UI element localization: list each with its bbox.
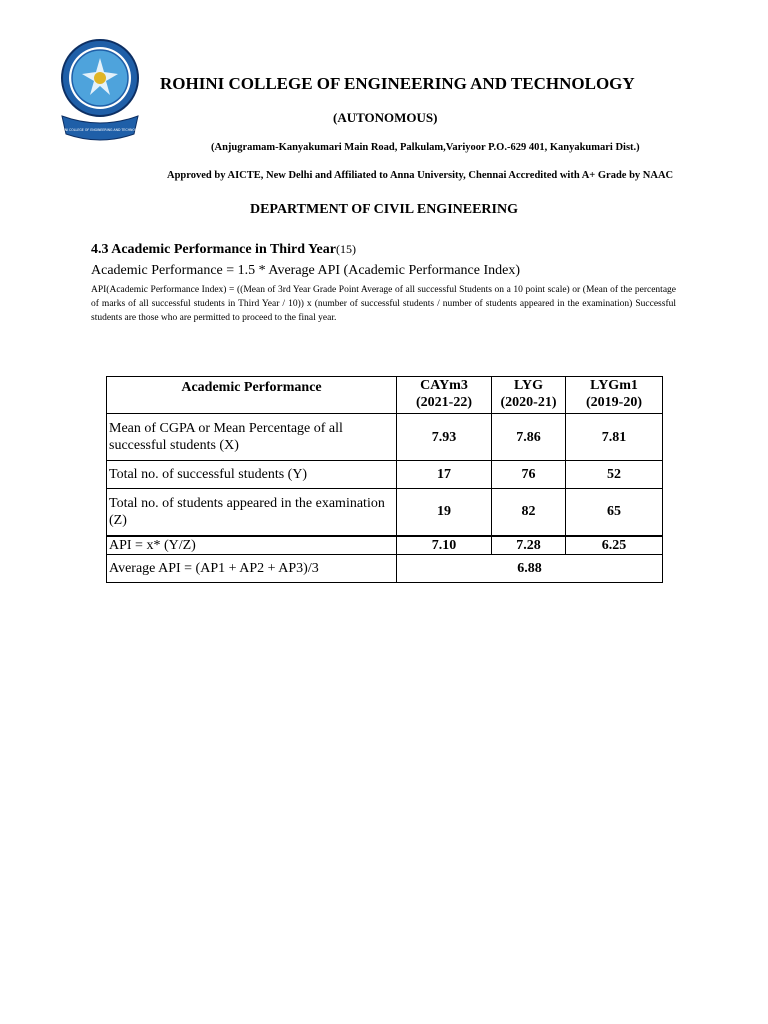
row-value: 7.81 bbox=[566, 414, 663, 461]
logo-ribbon-text: ROHINI COLLEGE OF ENGINEERING AND TECHNOLOGY bbox=[58, 128, 142, 132]
row-label: Total no. of students appeared in the examination (Z) bbox=[107, 489, 397, 536]
column-year: (2021-22) bbox=[416, 395, 472, 410]
column-year: (2019-20) bbox=[586, 395, 642, 410]
table-row bbox=[107, 489, 663, 536]
table-row bbox=[107, 414, 663, 461]
row-value: 6.25 bbox=[566, 536, 663, 555]
row-value: 82 bbox=[492, 489, 566, 536]
row-label: API = x* (Y/Z) bbox=[107, 536, 397, 555]
row-value: 65 bbox=[566, 489, 663, 536]
section-heading bbox=[91, 242, 356, 258]
api-definition: API(Academic Performance Index) = ((Mean of 3rd Year Grade Point Average of all successful Students on a 10 point scale) or (Mean of the percentage of marks of all successful students in Third Year / 10)) x (number of successful students / number of students appeared in the examination) Successful students are those who are permitted to proceed to the final year. bbox=[91, 285, 676, 323]
college-seal-icon bbox=[58, 38, 142, 144]
row-value: 7.28 bbox=[492, 536, 566, 555]
row-value: 17 bbox=[397, 461, 492, 489]
row-label: Mean of CGPA or Mean Percentage of all successful students (X) bbox=[107, 414, 397, 461]
table-header-column bbox=[397, 377, 492, 414]
table-header-column bbox=[566, 377, 663, 414]
table-header-column bbox=[492, 377, 566, 414]
autonomous-label: (AUTONOMOUS) bbox=[333, 110, 438, 125]
row-value: 7.93 bbox=[397, 414, 492, 461]
average-api-row bbox=[107, 555, 663, 583]
table-header-metric: Academic Performance bbox=[107, 377, 397, 414]
average-api-value: 6.88 bbox=[397, 555, 663, 583]
college-title: ROHINI COLLEGE OF ENGINEERING AND TECHNOLOGY bbox=[160, 74, 635, 93]
row-value: 19 bbox=[397, 489, 492, 536]
table-header-row bbox=[107, 377, 663, 414]
column-name: LYGm1 bbox=[590, 378, 638, 393]
average-api-label: Average API = (AP1 + AP2 + AP3)/3 bbox=[107, 555, 397, 583]
department-title: DEPARTMENT OF CIVIL ENGINEERING bbox=[249, 202, 518, 217]
row-value: 7.86 bbox=[492, 414, 566, 461]
college-address: (Anjugramam-Kanyakumari Main Road, Palkulam,Variyoor P.O.-629 401, Kanyakumari Dist.) bbox=[211, 142, 640, 153]
column-name: CAYm3 bbox=[420, 378, 468, 393]
table-row bbox=[107, 461, 663, 489]
accreditation-statement: Approved by AICTE, New Delhi and Affiliated to Anna University, Chennai Accredited with A+ Grade by NAAC bbox=[167, 170, 674, 181]
column-name: LYG bbox=[513, 378, 544, 393]
academic-performance-formula: Academic Performance = 1.5 * Average API (Academic Performance Index) bbox=[91, 263, 521, 278]
academic-performance-table bbox=[106, 376, 663, 583]
row-value: 7.10 bbox=[397, 536, 492, 555]
row-label: Total no. of successful students (Y) bbox=[107, 461, 397, 489]
column-year: (2020-21) bbox=[500, 395, 557, 410]
section-heading-text: 4.3 Academic Performance in Third Year bbox=[91, 242, 336, 257]
table-row bbox=[107, 536, 663, 555]
section-marks: (15) bbox=[335, 242, 356, 256]
row-value: 52 bbox=[566, 461, 663, 489]
row-value: 76 bbox=[492, 461, 566, 489]
college-logo bbox=[58, 38, 142, 144]
